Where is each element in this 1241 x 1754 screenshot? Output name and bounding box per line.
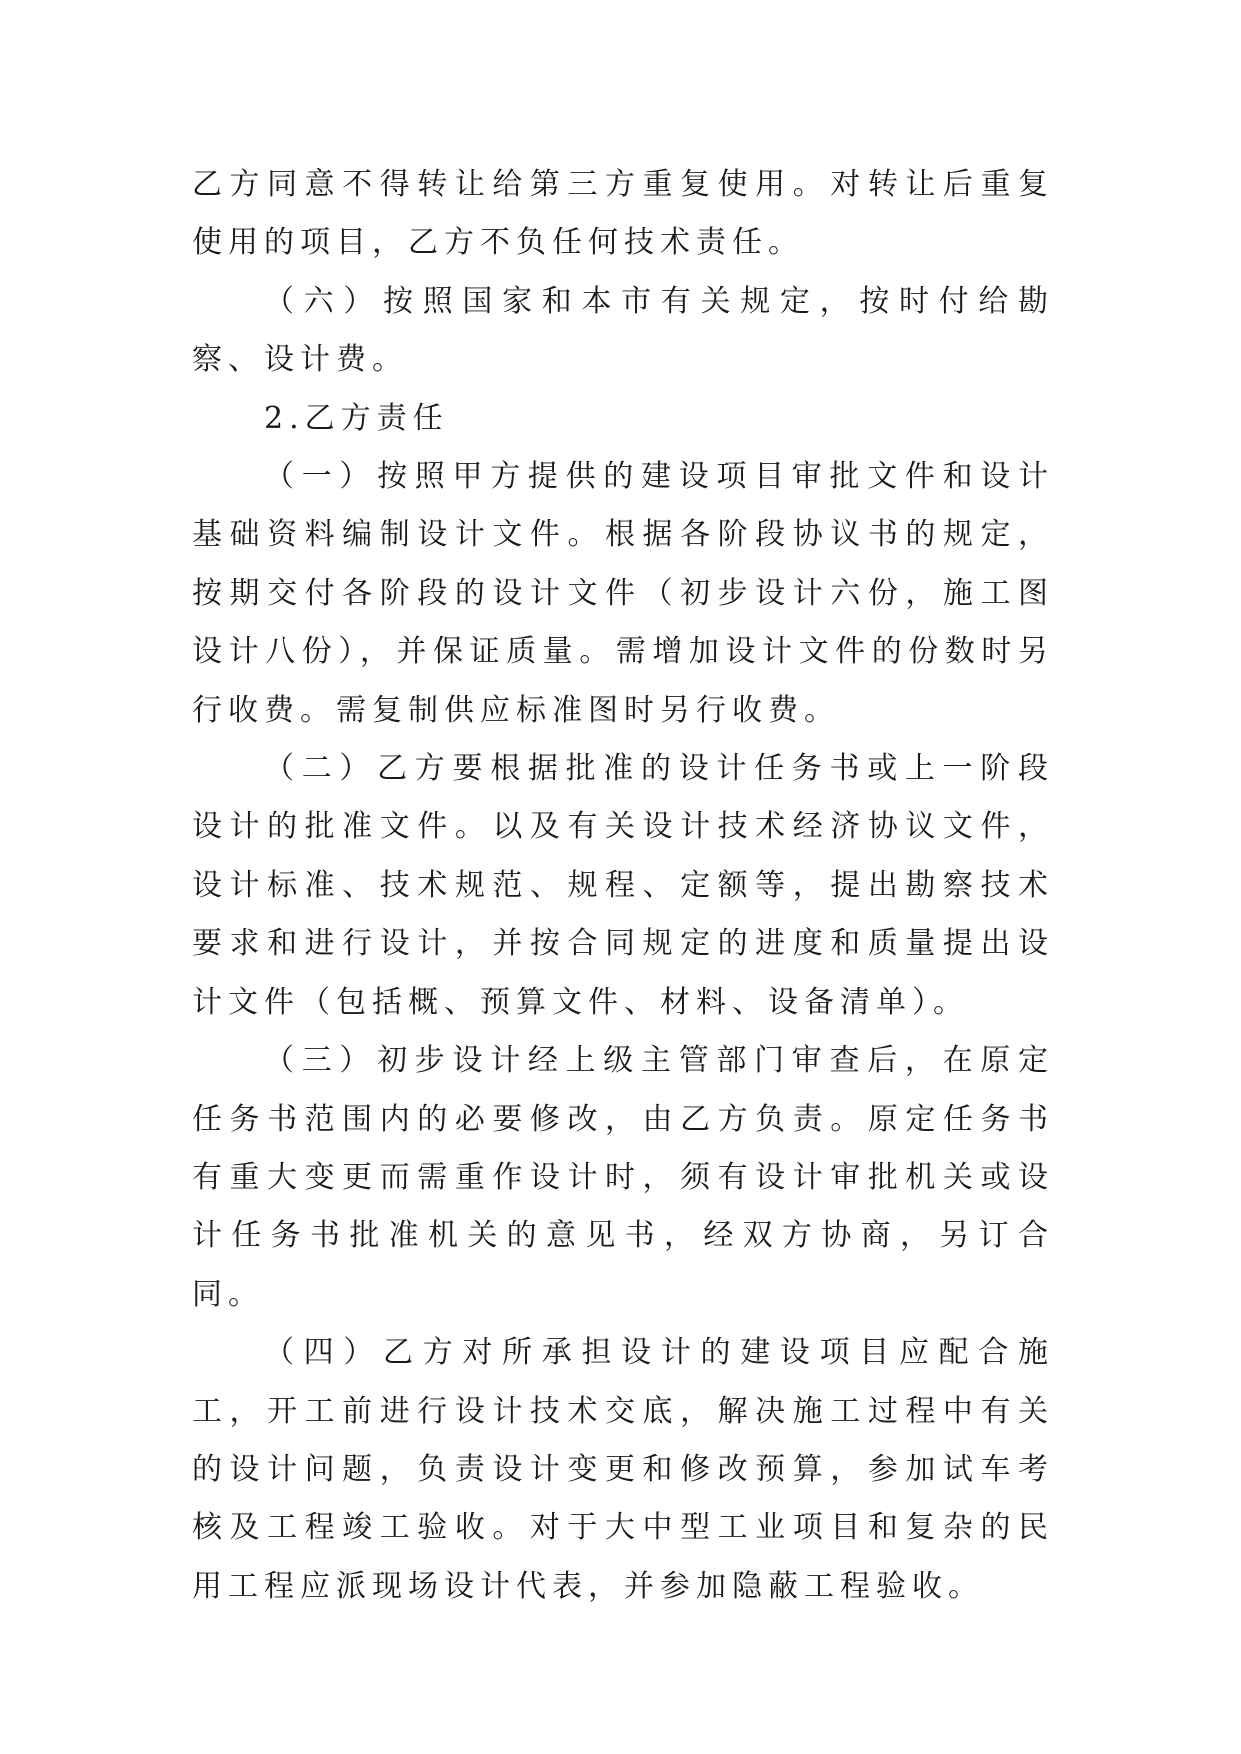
paragraph-continuation: 乙方同意不得转让给第三方重复使用。对转让后重复使用的项目，乙方不负任何技术责任。 [192,167,1054,261]
section-heading-party-b: 2.乙方责任 [264,400,449,436]
paragraph-item-6: （六）按照国家和本市有关规定，按时付给勘察、设计费。 [192,283,1054,378]
paragraph-item-1: （一）按照甲方提供的建设项目审批文件和设计基础资料编制设计文件。根据各阶段协议书的规定，按期交付各阶段的设计文件（初步设计六份，施工图设计八份），并保证质量。需增加设计文件的份数时另行收费。需复制供应标准图时另行收费。 [192,459,1054,728]
document-page [192,156,1054,1616]
paragraph-item-4: （四）乙方对所承担设计的建设项目应配合施工，开工前进行设计技术交底，解决施工过程中有关的设计问题，负责设计变更和修改预算，参加试车考核及工程竣工验收。对于大中型工业项目和复杂的民用工程应派现场设计代表，并参加隐蔽工程验收。 [192,1335,1054,1604]
paragraph-item-3: （三）初步设计经上级主管部门审查后，在原定任务书范围内的必要修改，由乙方负责。原定任务书有重大变更而需重作设计时，须有设计审批机关或设计任务书批准机关的意见书，经双方协商，另订合同。 [192,1043,1054,1312]
paragraph-item-2: （二）乙方要根据批准的设计任务书或上一阶段设计的批准文件。以及有关设计技术经济协议文件，设计标准、技术规范、规程、定额等，提出勘察技术要求和进行设计，并按合同规定的进度和质量提出设计文件（包括概、预算文件、材料、设备清单）。 [192,751,1054,1020]
